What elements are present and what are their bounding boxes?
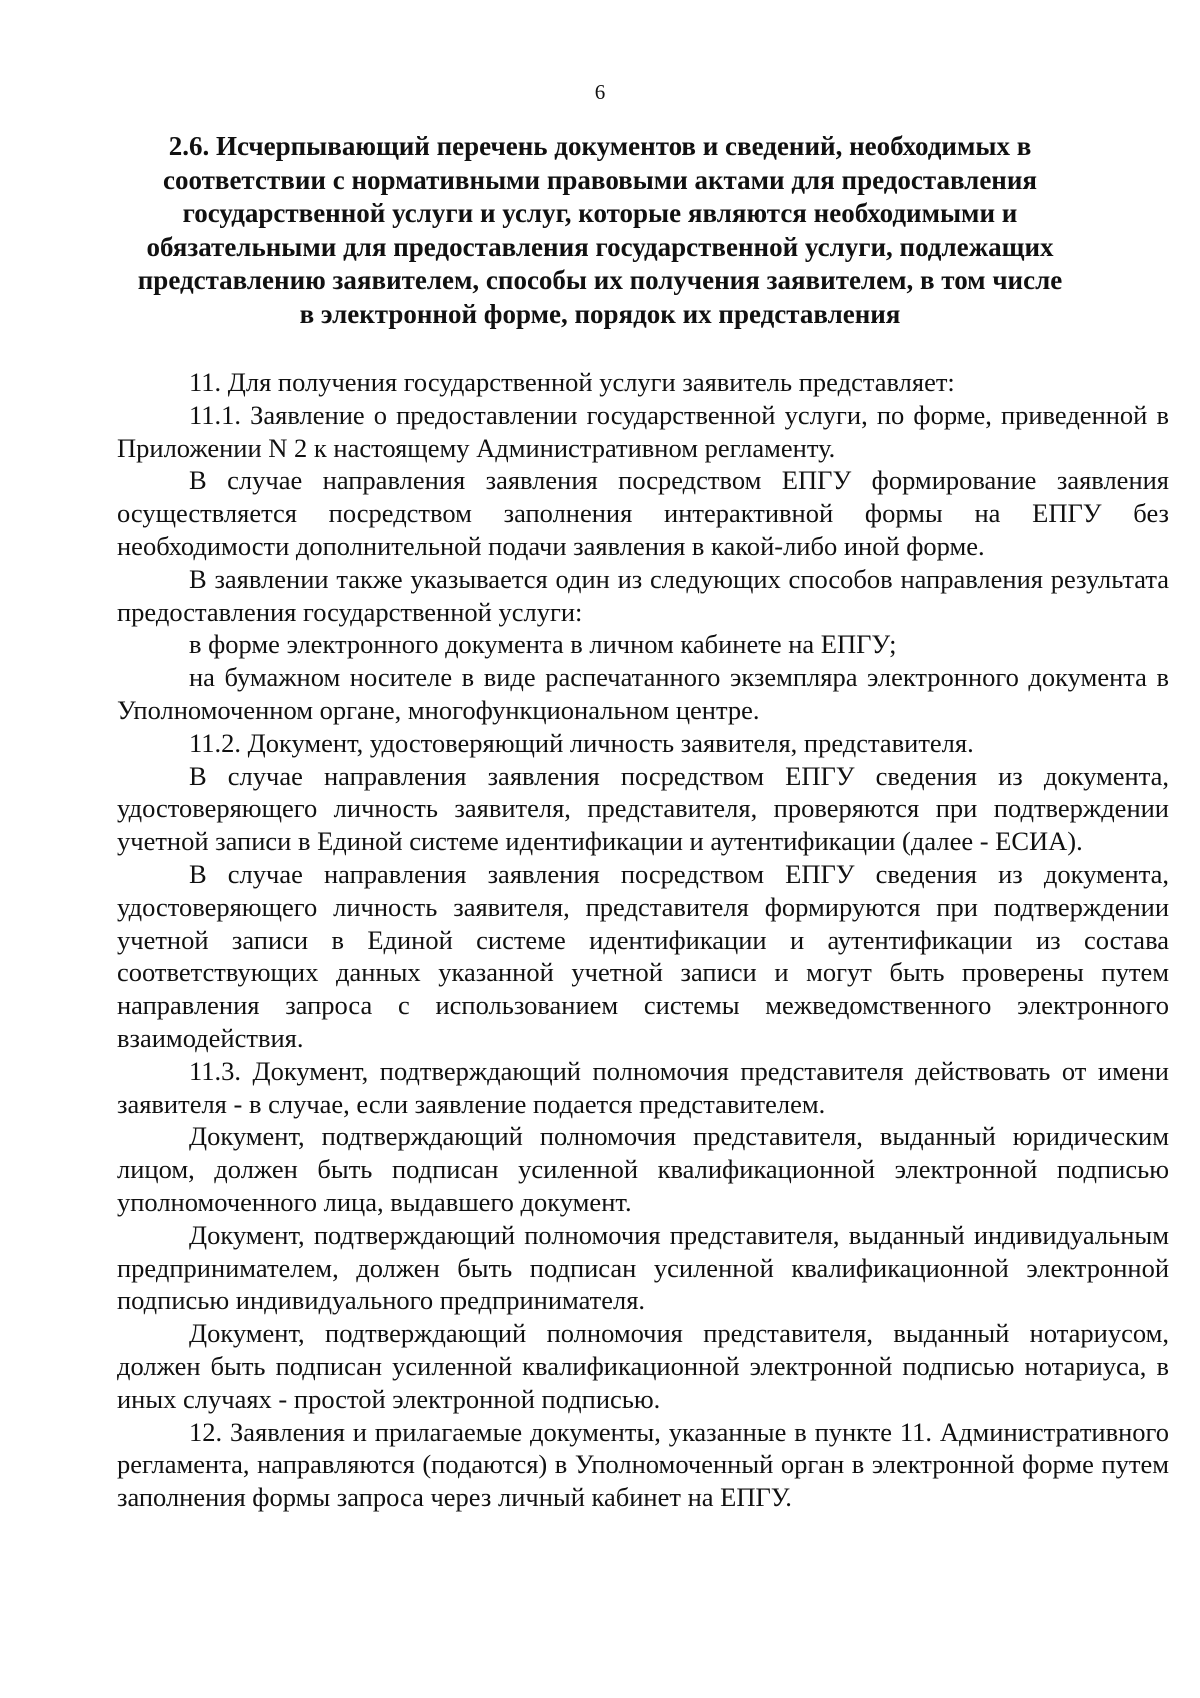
paragraph-epgu-form: В случае направления заявления посредством ЕПГУ формирование заявления осуществляется посредством заполнения интерактивной формы на ЕПГУ без необходимости дополнительной подачи заявления в какой-либо иной форме. bbox=[117, 465, 1169, 561]
paragraph-11-2: 11.2. Документ, удостоверяющий личность заявителя, представителя. bbox=[189, 727, 974, 758]
paragraph-method-electronic: в форме электронного документа в личном кабинете на ЕПГУ; bbox=[189, 629, 897, 660]
paragraph-esia-form: В случае направления заявления посредством ЕПГУ сведения из документа, удостоверяющего личность заявителя, представителя формируются при подтверждении учетной записи в Единой системе идентификации и аутентификации из состава соответствующих данных указанной учетной записи и могут быть проверены путем направления запроса с использованием системы межведомственного электронного взаимодействия. bbox=[117, 858, 1169, 1053]
paragraph-result-methods: В заявлении также указывается один из следующих способов направления результата предоставления государственной услуги: bbox=[117, 563, 1169, 627]
paragraph-entrepreneur: Документ, подтверждающий полномочия представителя, выданный индивидуальным предпринимателем, должен быть подписан усиленной квалификационной электронной подписью индивидуального предпринимателя. bbox=[117, 1219, 1169, 1316]
paragraph-11: 11. Для получения государственной услуги заявитель представляет: bbox=[189, 367, 955, 397]
section-heading: 2.6. Исчерпывающий перечень документов и сведений, необходимых в соответствии с нормативными правовыми актами для предоставления государственной услуги и услуг, которые являются необходимыми и обязательными для предоставления государственной услуги, подлежащих представлению заявителем, способы их получения заявителем, в том числе в электронной форме, порядок их представления bbox=[137, 131, 1063, 329]
paragraph-notary: Документ, подтверждающий полномочия представителя, выданный нотариусом, должен быть подписан усиленной квалификационной электронной подписью нотариуса, в иных случаях - простой электронной подписью. bbox=[117, 1318, 1169, 1414]
paragraph-esia-check: В случае направления заявления посредством ЕПГУ сведения из документа, удостоверяющего личность заявителя, представителя, проверяются при подтверждении учетной записи в Единой системе идентификации и аутентификации (далее - ЕСИА). bbox=[117, 760, 1169, 857]
paragraph-11-1: 11.1. Заявление о предоставлении государственной услуги, по форме, приведенной в Приложении N 2 к настоящему Административном регламенту. bbox=[117, 399, 1169, 463]
paragraph-method-paper: на бумажном носителе в виде распечатанного экземпляра электронного документа в Уполномоченном органе, многофункциональном центре. bbox=[117, 662, 1169, 725]
paragraph-legal-entity: Документ, подтверждающий полномочия представителя, выданный юридическим лицом, должен быть подписан усиленной квалификационной электронной подписью уполномоченного лица, выдавшего документ. bbox=[117, 1121, 1169, 1217]
paragraph-12: 12. Заявления и прилагаемые документы, указанные в пункте 11. Административного регламента, направляются (подаются) в Уполномоченный орган в электронной форме путем заполнения формы запроса через личный кабинет на ЕПГУ. bbox=[117, 1416, 1169, 1513]
page-number: 6 bbox=[594, 80, 606, 104]
paragraph-11-3: 11.3. Документ, подтверждающий полномочия представителя действовать от имени заявителя - в случае, если заявление подается представителем. bbox=[117, 1055, 1169, 1119]
document-body bbox=[117, 366, 1169, 1514]
